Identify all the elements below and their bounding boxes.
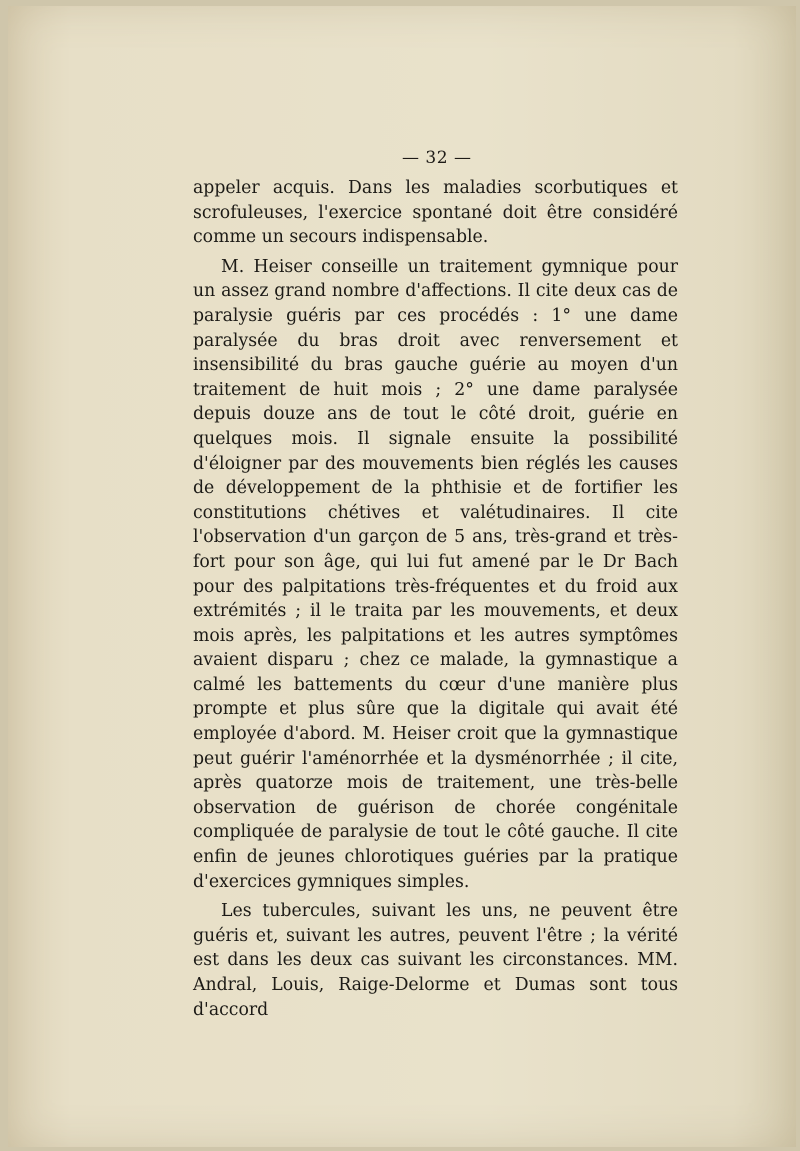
paragraph-1: appeler acquis. Dans les maladies scorbutiques et scrofuleuses, l'exercice spontané doit être considéré comme un secours indispensable. xyxy=(193,178,678,248)
book-page xyxy=(8,6,796,1147)
page-number: — 32 — xyxy=(402,148,472,168)
paragraph-3: Les tubercules, suivant les uns, ne peuvent être guéris et, suivant les autres, peuvent l'être ; la vérité est dans les deux cas suivant les circonstances. MM. Andral, Louis, Raige-Delorme et Dumas sont tous d'accord xyxy=(193,901,678,1020)
paragraph-2: M. Heiser conseille un traitement gymnique pour un assez grand nombre d'affections. Il cite deux cas de paralysie guéris par ces procédés : 1° une dame paralysée du bras droit avec renversement et insensibilité du bras gauche guérie au moyen d'un traitement de huit mois ; 2° une dame paralysée depuis douze ans de tout le côté droit, guérie en quelques mois. Il signale ensuite la possibilité d'éloigner par des mouvements bien réglés les causes de développement de la phthisie et de fortifier les constitutions chétives et valétudinaires. Il cite l'observation d'un garçon de 5 ans, très-grand et très-fort pour son âge, qui lui fut amené par le Dr Bach pour des palpitations très-fréquentes et du froid aux extrémités ; il le traita par les mouvements, et deux mois après, les palpitations et les autres symptômes avaient disparu ; chez ce malade, la gymnastique a calmé les battements du cœur d'une manière plus prompte et plus sûre que la digitale qui avait été employée d'abord. M. Heiser croit que la gymnastique peut guérir l'aménorrhée et la dysménorrhée ; il cite, après quatorze mois de traitement, une très-belle observation de guérison de chorée congénitale compliquée de paralysie de tout le côté gauche. Il cite enfin de jeunes chlorotiques guéries par la pratique d'exercices gymniques simples. xyxy=(193,256,678,892)
body-text xyxy=(193,176,678,1022)
